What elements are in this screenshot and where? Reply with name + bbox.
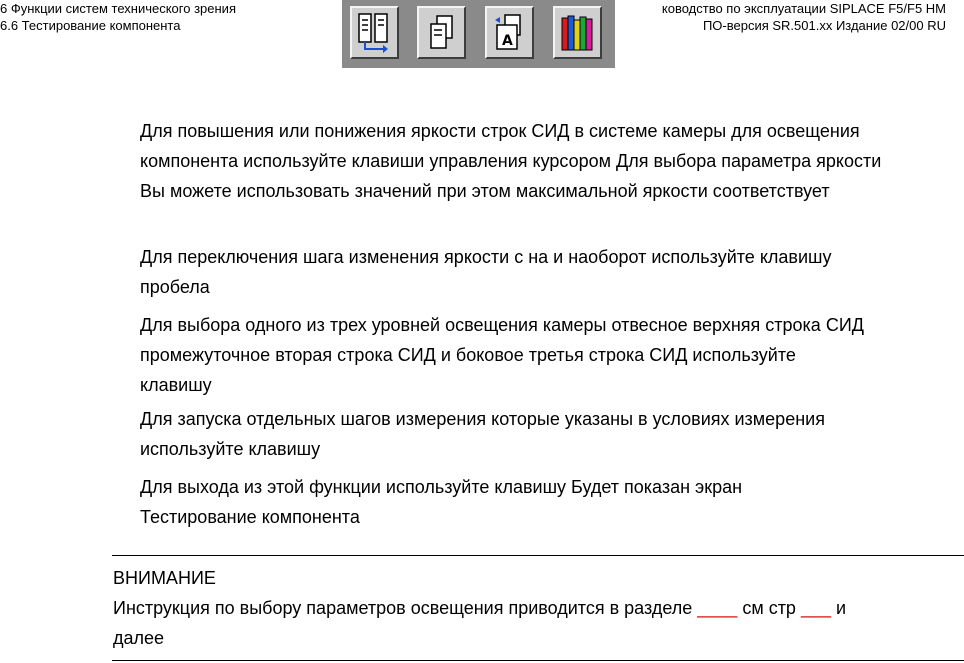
paragraph-illumination-level <box>140 310 864 400</box>
attention-note <box>113 563 846 653</box>
single-page-icon <box>423 12 460 53</box>
navigation-toolbar <box>342 0 615 68</box>
text-line: Для повышения или понижения яркости строк СИД в системе камеры для освещения <box>140 121 860 141</box>
note-line <box>113 593 846 623</box>
text-line: используйте клавишу <box>140 439 321 459</box>
manual-title: ководство по эксплуатации SIPLACE F5/F5 HM <box>661 1 946 16</box>
text-line: Тестирование компонента <box>140 507 360 527</box>
text-line: Для переключения шага изменения яркости с на и наоборот используйте клавишу <box>140 247 832 267</box>
note-text: см стр <box>737 598 801 618</box>
text-line: Для выхода из этой функции используйте клавишу Будет показан экран <box>140 477 743 497</box>
note-text: и <box>831 598 847 618</box>
paragraph-exit <box>140 472 742 532</box>
text-line: Для запуска отдельных шагов измерения которые указаны в условиях измерения <box>140 409 825 429</box>
paragraph-brightness <box>140 116 881 206</box>
page-letter-a-icon <box>491 12 528 53</box>
book-pages-arrow-icon <box>356 12 393 53</box>
page-button[interactable] <box>417 6 466 59</box>
note-text: Инструкция по выбору параметров освещения приводится в разделе <box>113 598 698 618</box>
library-button[interactable] <box>553 6 602 59</box>
page-reference-link[interactable]: ___ <box>800 598 831 618</box>
text-line: промежуточное вторая строка СИД и боковое третья строка СИД используйте <box>140 345 796 365</box>
text-line: Для выбора одного из трех уровней освещения камеры отвесное верхняя строка СИД <box>140 315 864 335</box>
divider-top <box>112 555 964 556</box>
section-title: 6.6 Тестирование компонента <box>0 18 181 33</box>
svg-text:A: A <box>502 33 513 49</box>
divider-bottom <box>112 660 964 661</box>
index-button[interactable] <box>485 6 534 59</box>
text-line: клавишу <box>140 375 212 395</box>
contents-button[interactable] <box>350 6 399 59</box>
attention-title: ВНИМАНИЕ <box>113 568 216 588</box>
note-line: далее <box>113 628 165 648</box>
paragraph-step-toggle <box>140 242 831 302</box>
paragraph-measurement-steps <box>140 404 825 464</box>
colored-books-icon <box>559 12 596 53</box>
chapter-title: 6 Функции систем технического зрения <box>0 1 236 16</box>
text-line: компонента используйте клавиши управления курсором Для выбора параметра яркости <box>140 151 882 171</box>
text-line: Вы можете использовать значений при этом максимальной яркости соответствует <box>140 181 830 201</box>
section-reference-link[interactable]: ____ <box>697 598 738 618</box>
software-version: ПО-версия SR.501.xx Издание 02/00 RU <box>702 18 946 33</box>
text-line: пробела <box>140 277 210 297</box>
